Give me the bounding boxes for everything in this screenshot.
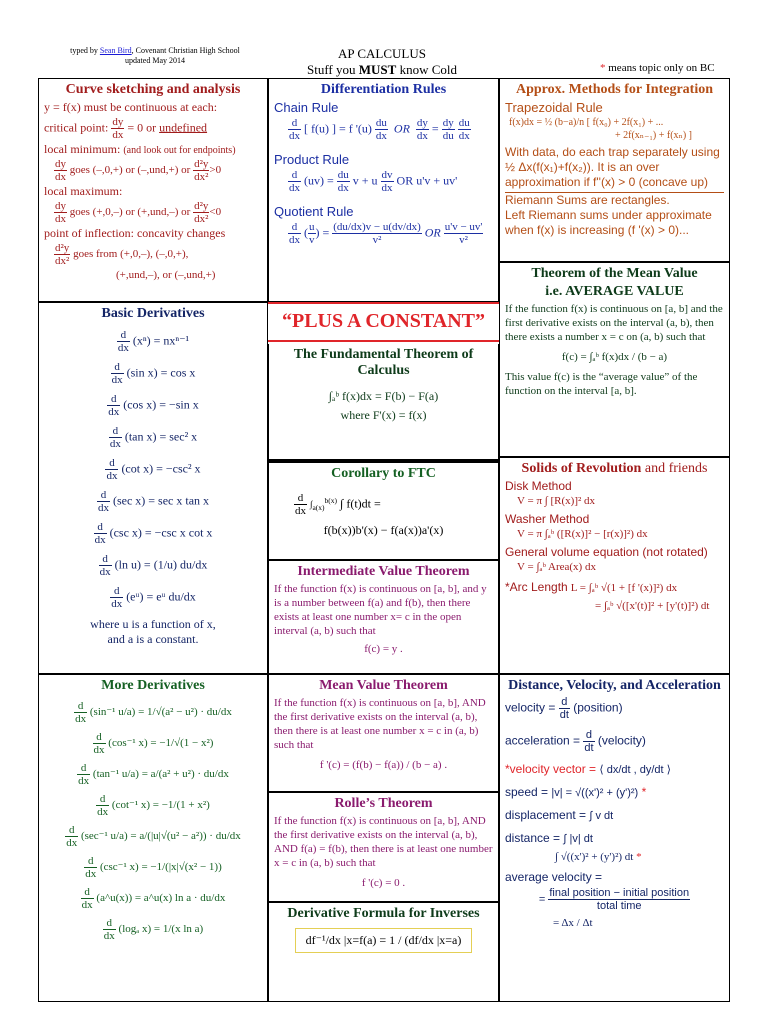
dva-section [499,674,730,1002]
ftc-formula: ∫ₐᵇ f(x)dx = F(b) − F(a) [328,389,439,403]
trapezoidal-label: Trapezoidal Rule [505,100,603,115]
title-line: AP CALCULUS [337,46,426,61]
product-rule-label: Product Rule [274,152,350,167]
velocity-vector: *velocity vector = ⟨ dx/dt , dy/dt ⟩ [505,762,671,776]
section-title: Derivative Formula for Inverses [287,906,480,921]
washer-formula: V = π ∫ₐᵇ ([R(x)]² − [r(x)]²) dx [517,528,648,540]
derivative-formula: $\frac{d}{dx}$ (cos x) = −sin x [108,393,199,418]
mvt-section [268,674,499,792]
chain-rule-label: Chain Rule [274,100,339,115]
derivative-formula: $\frac{d}{dx}$ (logₐ x) = 1/(x ln a) [103,917,204,942]
avg-velocity-delta: = Δx / Δt [553,917,593,929]
general-label: General volume equation (not rotated) [505,545,708,559]
derivative-formula: $\frac{d}{dx}$ (cos⁻¹ x) = −1/√(1 − x²) [93,731,214,756]
arc-length-param: = ∫ₐᵇ √([x'(t)]² + [y'(t)]²) dt [595,600,710,612]
derivative-formula: $\frac{d}{dx}$ (sec⁻¹ u/a) = a/(|u|√(u² − a²)) · du/dx [66,824,241,849]
distance-param: ∫ √((x')² + (y')²) dt * [555,851,642,863]
section-title: Distance, Velocity, and Acceleration [508,678,721,693]
section-title-1: Theorem of the Mean Value [531,266,698,281]
bc-legend [600,62,765,74]
velocity: velocity = $\frac{d}{dt}$ (position) [505,696,623,721]
derivative-formula: $\frac{d}{dx}$ (eᵘ) = eᵘ du/dx [111,585,196,610]
section-title: Intermediate Value Theorem [297,564,470,579]
derivative-formula: $\frac{d}{dx}$ (csc x) = −csc x cot x [94,521,213,546]
section-title-2: i.e. AVERAGE VALUE [545,284,684,299]
trap-notes: With data, do each trap separately using ½ Δx(f(x₁)+f(x₂)). It is an over approximation if f''(x) > 0 (concave up) [505,145,720,189]
section-title: Basic Derivatives [101,306,205,321]
disk-formula: V = π ∫ [R(x)]² dx [517,495,596,507]
divider-bottom [268,340,499,342]
derivative-formula: $\frac{d}{dx}$ (tan⁻¹ u/a) = a/(a² + u²) · du/dx [78,762,229,787]
max-test: $\frac{dy}{dx}$ goes (+,0,–) or (+,und,–) or $\frac{\text{d²y}}{\text{dx²}}$ <0 [55,200,222,225]
section-title: Approx. Methods for Integration [515,82,714,97]
more-derivatives-section [38,674,268,1002]
inflection-test-2: (+,und,–), or (–,und,+) [116,269,216,281]
derivative-formula: $\frac{d}{dx}$ (csc⁻¹ x) = −1/(|x|√(x² − 1)) [85,855,222,880]
quotient-rule-formula: $\frac{d}{dx}$ ( $\frac{u}{v}$ ) = $\frac{(du/dx)v - u(dv/dx)}{\text{v²}}$ OR $\frac{u'v - uv'}{\text{v²}}$ [289,221,483,246]
avg-tail: This value f(c) is the “average value” of the function on the interval [a, b]. [505,371,698,397]
derivative-formula: $\frac{d}{dx}$ (sin x) = cos x [111,361,196,386]
speed: speed = |v| = √((x')² + (y')²) * [505,785,647,799]
section-title: Solids of Revolution and friends [521,461,708,476]
ftc-section [268,344,499,460]
inflection-test: $\frac{\text{d²y}}{\text{dx²}}$ goes from (+,0,–), (–,0,+), [55,242,189,267]
derivative-formula: $\frac{d}{dx}$ (cot x) = −csc² x [106,457,201,482]
inverse-derivative-section [268,902,499,1002]
divider-top [268,302,499,304]
distance: distance = ∫ |v| dt [505,831,593,845]
avg-formula: f(c) = ∫ₐᵇ f(x)dx / (b − a) [561,351,668,363]
rolle-body: If the function f(x) is continuous on [a, b], AND the first derivative exists on the interval (a, b), AND f(a) = f(b), then there is at least one number x = c in (a, b) such that [274,815,493,869]
derivative-formula: $\frac{d}{dx}$ (ln u) = (1/u) du/dx [99,553,208,578]
product-rule-formula: $\frac{d}{dx}$ (uv) = $\frac{du}{dx}$ v + u $\frac{dv}{dx}$ OR u'v + uv' [289,169,458,194]
approx-methods-section [499,78,730,262]
section-title: Curve sketching and analysis [65,82,241,97]
section-title: More Derivatives [101,678,205,693]
section-title: The Fundamental Theorem of Calculus [293,347,474,378]
mvt-formula: f '(c) = (f(b) − f(a)) / (b − a) . [319,759,448,771]
min-test: $\frac{dy}{dx}$ goes (–,0,+) or (–,und,+) or $\frac{\text{d²y}}{\text{dx²}}$ >0 [55,158,222,183]
plus-constant-text: “PLUS A CONSTANT” [281,310,485,332]
trap-formula-2: + 2f(xₙ₋₁) + f(xₙ) ] [615,130,693,141]
acceleration: acceleration = $\frac{d}{dt}$ (velocity) [505,729,646,754]
quotient-rule-label: Quotient Rule [274,204,354,219]
section-title: Differentiation Rules [320,82,447,97]
section-title: Mean Value Theorem [319,678,448,693]
general-formula: V = ∫ₐᵇ Area(x) dx [517,561,596,573]
corollary-formula-2: f(b(x))b'(x) − f(a(x))a'(x) [323,523,444,537]
arc-length: *Arc Length L = ∫ₐᵇ √(1 + [f '(x)]²) dx [505,580,678,594]
trap-formula-1: f(x)dx = ½ (b−a)/n [ f(x₀) + 2f(x₁) + ... [509,117,664,128]
credits [55,46,255,66]
local-min: local minimum: (and look out for endpoints) [44,142,236,156]
differentiation-rules-section [268,78,499,302]
basic-derivative-list [44,329,262,610]
more-derivative-list [44,700,262,942]
rolle-section [268,792,499,902]
avg-body: If the function f(x) is continuous on [a, b] and the first derivative exists on the interval (a, b), then there exists a number x = c on (a, b) such that [505,303,723,343]
avg-value-section [499,262,730,457]
note-u: where u is a function of x, [90,617,216,631]
derivative-formula: $\frac{d}{dx}$ (cot⁻¹ x) = −1/(1 + x²) [97,793,210,818]
ftc-where: where F'(x) = f(x) [340,408,427,422]
ivt-body: If the function f(x) is continuous on [a, b], and y is a number between f(a) and f(b), then there exists at least one number x= c in the open interval (a, b) such that [274,583,487,637]
derivative-formula: $\frac{d}{dx}$ (sin⁻¹ u/a) = 1/√(a² − u²) · du/dx [75,700,232,725]
riemann-note: Riemann Sums are rectangles. [505,192,724,208]
author-link[interactable]: Sean Bird [99,46,132,55]
washer-label: Washer Method [505,512,590,526]
derivative-formula: $\frac{d}{dx}$ (xⁿ) = nxⁿ⁻¹ [117,329,190,354]
ivt-section [268,560,499,674]
solids-section [499,457,730,674]
corollary-formula-1: $\frac{d}{dx}$ $\int_{a(x)}^{b(x)}$ ∫ f(t)dt = [295,492,381,517]
displacement: displacement = ∫ v dt [505,808,614,822]
derivative-formula: $\frac{d}{dx}$ (tan x) = sec² x [109,425,198,450]
rolle-formula: f '(c) = 0 . [361,877,406,889]
curve-sketching-section [38,78,268,302]
ivt-formula: f(c) = y . [364,643,403,655]
mvt-body: If the function f(x) is continuous on [a, b], AND the first derivative exists on the interval (a, b), then there is at least one number x = c in (a, b) such that [274,697,486,751]
plus-constant-banner [270,310,497,333]
derivative-formula: $\frac{d}{dx}$ (a^u(x)) = a^u(x) ln a · du/dx [81,886,226,911]
note-a: and a is a constant. [107,632,199,646]
page-title [290,46,474,78]
avg-velocity-formula: = $\frac{\text{final position − initial position}}{\text{total time}}$ [538,887,690,912]
left-riemann-note: Left Riemann sums under approximate when f(x) is increasing (f '(x) > 0)... [505,208,712,237]
bc-note-text: means topic only on BC [608,62,715,74]
avg-velocity-label: average velocity = [505,870,603,884]
local-max: local maximum: [44,184,123,198]
updated-date: updated May 2014 [125,56,185,65]
inflection: point of inflection: concavity changes [44,226,226,240]
derivative-formula: $\frac{d}{dx}$ (sec x) = sec x tan x [97,489,210,514]
typed-by-prefix: typed by [70,46,98,55]
inverse-formula: df⁻¹/dx |x=f(a) = 1 / (df/dx |x=a) [295,928,473,953]
basic-derivatives-section [38,302,268,674]
section-title: Corollary to FTC [331,466,436,481]
chain-rule-formula: $\frac{d}{dx}$ [ f(u) ] = f '(u) $\frac{du}{dx}$ OR $\frac{dy}{dx}$ = $\frac{dy}{du}$ $\frac{du}{dx}$ [289,117,470,142]
subtitle-line: Stuff you MUST know Cold [307,62,457,77]
section-title: Rolle’s Theorem [334,796,433,811]
bc-star: * [600,62,606,74]
critical-point: critical point: $\frac{dy}{dx}$ = 0 or undefined [44,116,208,141]
school-name: , Covenant Christian High School [131,46,240,55]
corollary-section [268,462,499,560]
disk-label: Disk Method [505,479,572,493]
continuity-note: y = f(x) must be continuous at each: [44,100,218,114]
